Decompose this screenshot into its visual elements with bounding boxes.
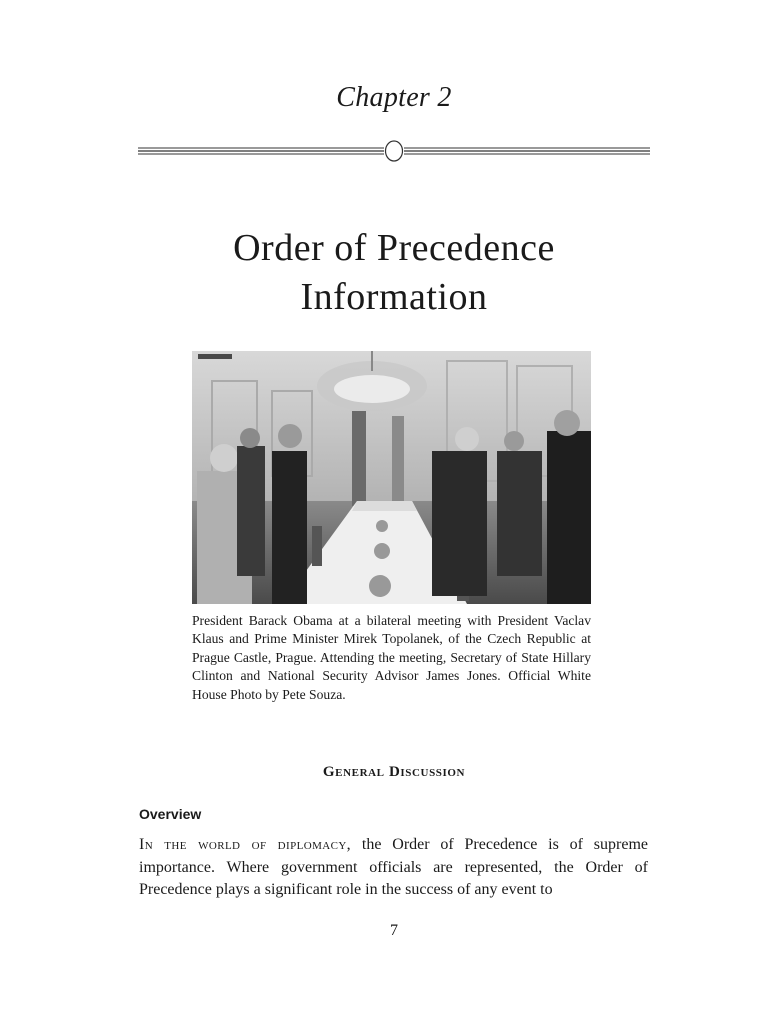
title-line-1: Order of Precedence [233,227,555,269]
lead-in-text: In the world of diplomacy, [139,836,352,853]
chapter-title [0,224,768,322]
chapter-label: Chapter 2 [336,82,452,113]
subheading: Overview [139,806,202,822]
photo-caption: President Barack Obama at a bilateral meeting with President Vaclav Klaus and Prime Minister Mirek Topolanek, of the Czech Republic at Prague Castle, Prague. Attending the meeting, Secretary of State Hillary Clinton and National Security Advisor James Jones. Official White House Photo by Pete Souza. [192,613,591,702]
body-text: the Order of Precedence is of supreme importance. Where government officials are represented, the Order of Precedence plays a significant role in the success of any event to [139,836,648,898]
section-heading: General Discussion [322,764,466,780]
title-line-2: Information [300,276,488,318]
meeting-photo [192,351,591,604]
ornamental-rule [138,140,650,162]
page-number: 7 [390,922,398,939]
body-paragraph [139,834,648,902]
